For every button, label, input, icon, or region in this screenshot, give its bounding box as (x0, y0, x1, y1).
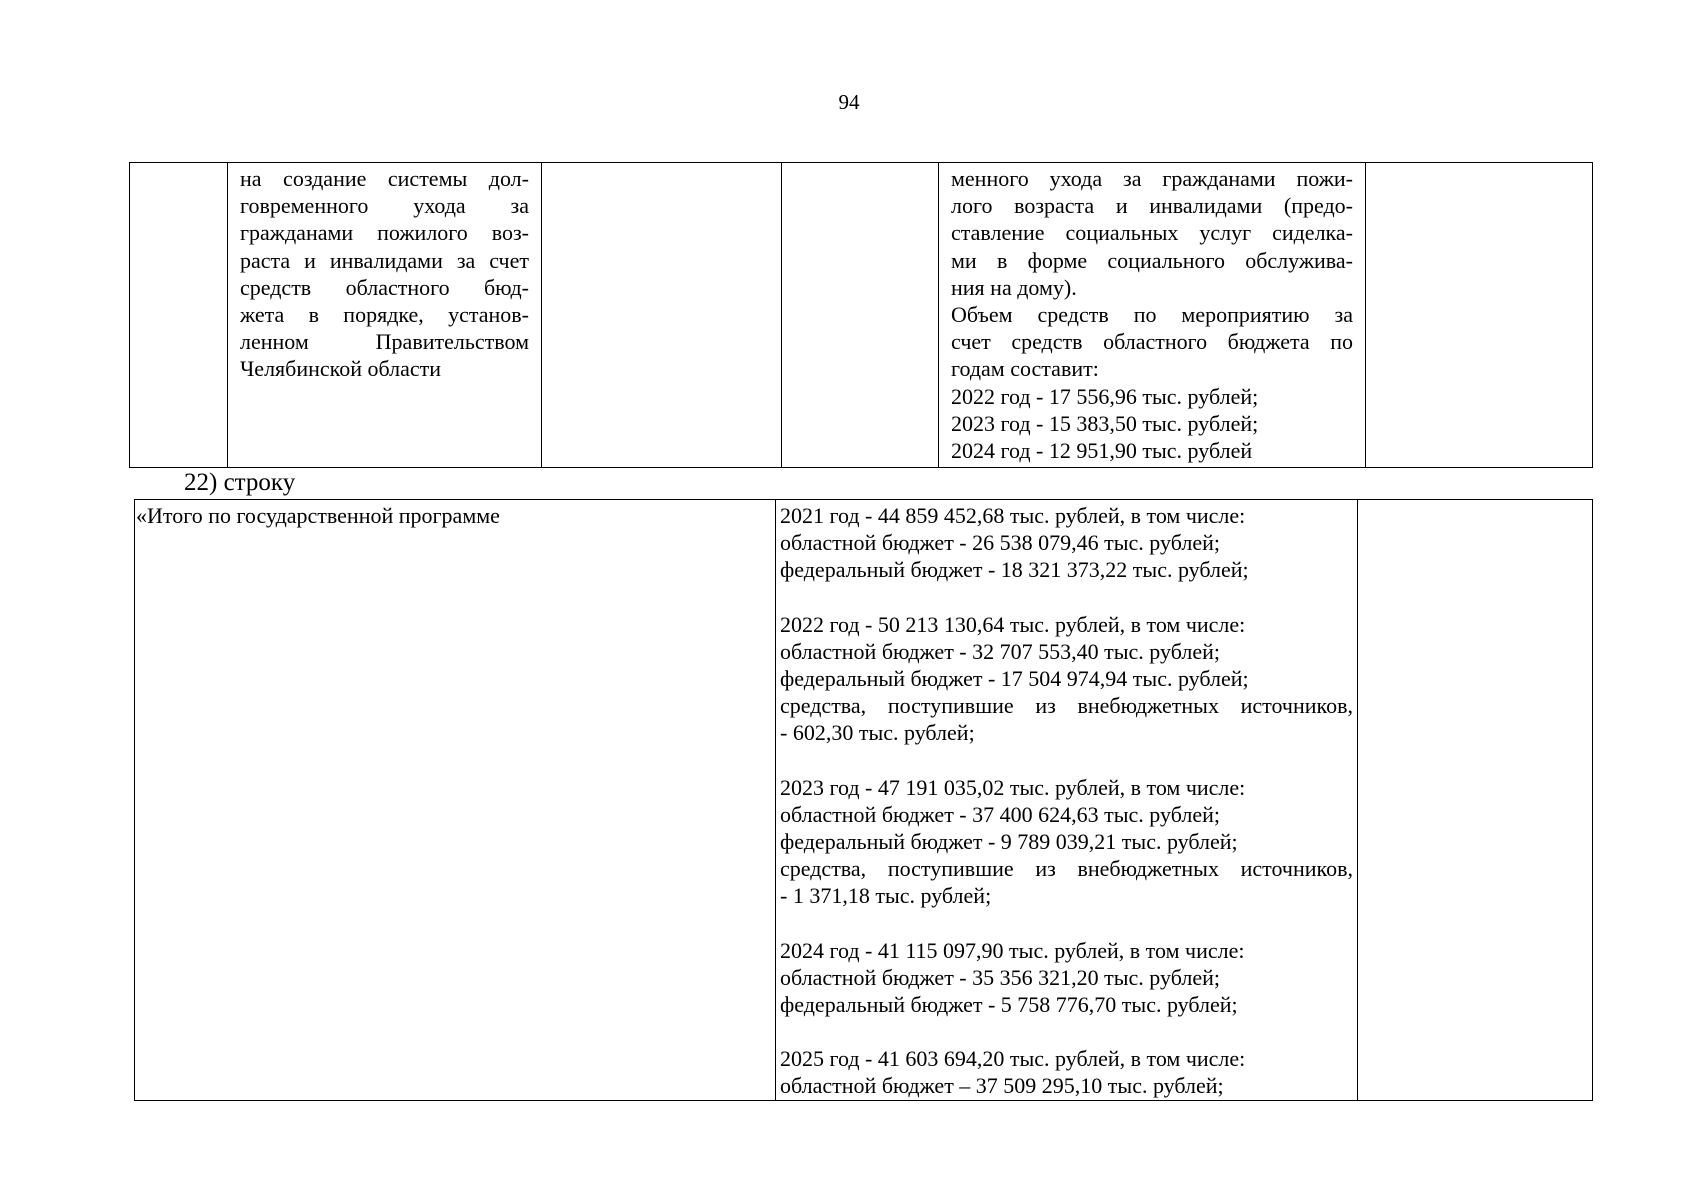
text-line: менного ухода за гражданами пожи- (951, 166, 1353, 191)
text-line: раста и инвалидами за счет (240, 247, 529, 273)
text-line: Объем средств по мероприятию за (951, 302, 1353, 328)
year-block-2025 (780, 1045, 1353, 1099)
total-title: «Итого по государственной программе (136, 503, 500, 528)
funding-line: 2022 год - 50 213 130,64 тыс. рублей, в том числе: (780, 611, 1246, 637)
funding-line: областной бюджет – 37 509 295,10 тыс. рублей; (780, 1073, 1224, 1099)
cell-empty (1366, 163, 1593, 468)
funding-line: областной бюджет - 37 400 624,63 тыс. рублей; (780, 801, 1220, 827)
cell-empty (782, 163, 939, 468)
funding-line: федеральный бюджет - 17 504 974,94 тыс. рублей; (780, 666, 1249, 692)
text-line: лого возраста и инвалидами (предо- (951, 193, 1353, 219)
text-line: 2024 год - 12 951,90 тыс. рублей (951, 438, 1253, 464)
funding-line: областной бюджет - 26 538 079,46 тыс. рублей; (780, 530, 1220, 556)
text-line: средств областного бюд- (240, 274, 529, 300)
cell-funding (776, 500, 1358, 1101)
cell-event-description (228, 163, 542, 468)
text-line: гражданами пожилого воз- (240, 220, 529, 246)
text-line: ставление социальных услуг сиделка- (951, 220, 1353, 246)
funding-line: - 602,30 тыс. рублей; (780, 720, 975, 746)
funding-line: 2021 год - 44 859 452,68 тыс. рублей, в том числе: (780, 503, 1246, 528)
funding-line: федеральный бюджет - 18 321 373,22 тыс. рублей; (780, 557, 1249, 583)
funding-line: федеральный бюджет - 5 758 776,70 тыс. рублей; (780, 992, 1238, 1018)
text-line: говременного ухода за (240, 193, 529, 219)
funding-line: средства, поступившие из внебюджетных источников, (780, 693, 1353, 719)
funding-line: - 1 371,18 тыс. рублей; (780, 883, 992, 909)
cell-number (130, 163, 228, 468)
text-line: Челябинской области (240, 356, 442, 382)
funding-line: средства, поступившие из внебюджетных источников, (780, 856, 1353, 882)
cell-total-title (135, 500, 776, 1101)
year-block-2023 (780, 774, 1353, 910)
cell-empty (1358, 500, 1593, 1101)
cell-empty (542, 163, 782, 468)
text-line: на создание системы дол- (240, 166, 529, 191)
continued-table (129, 162, 1593, 468)
year-block-2024 (780, 937, 1353, 1019)
text-line: годам составит: (951, 356, 1099, 382)
year-block-2022 (780, 611, 1353, 747)
text-line: ми в форме социального обслужива- (951, 247, 1353, 273)
table-row (130, 163, 1593, 468)
total-table (134, 499, 1593, 1101)
text-line: жета в порядке, установ- (240, 302, 529, 328)
page-number: 94 (838, 90, 860, 114)
text-line: 2023 год - 15 383,50 тыс. рублей; (951, 410, 1259, 436)
row-caption: 22) строку (184, 469, 296, 496)
text-line: 2022 год - 17 556,96 тыс. рублей; (951, 383, 1259, 409)
funding-line: областной бюджет - 35 356 321,20 тыс. рублей; (780, 964, 1220, 990)
funding-line: 2024 год - 41 115 097,90 тыс. рублей, в том числе: (780, 937, 1245, 963)
text-line: счет средств областного бюджета по (951, 329, 1353, 355)
cell-result-description (939, 163, 1366, 468)
year-block-2021 (780, 502, 1353, 584)
funding-line: 2025 год - 41 603 694,20 тыс. рублей, в том числе: (780, 1046, 1246, 1072)
table-row (135, 500, 1593, 1101)
funding-line: федеральный бюджет - 9 789 039,21 тыс. рублей; (780, 829, 1238, 855)
text-line: ленном Правительством (240, 329, 529, 355)
funding-line: 2023 год - 47 191 035,02 тыс. рублей, в том числе: (780, 774, 1246, 800)
text-line: ния на дому). (951, 274, 1077, 300)
funding-line: областной бюджет - 32 707 553,40 тыс. рублей; (780, 638, 1220, 664)
